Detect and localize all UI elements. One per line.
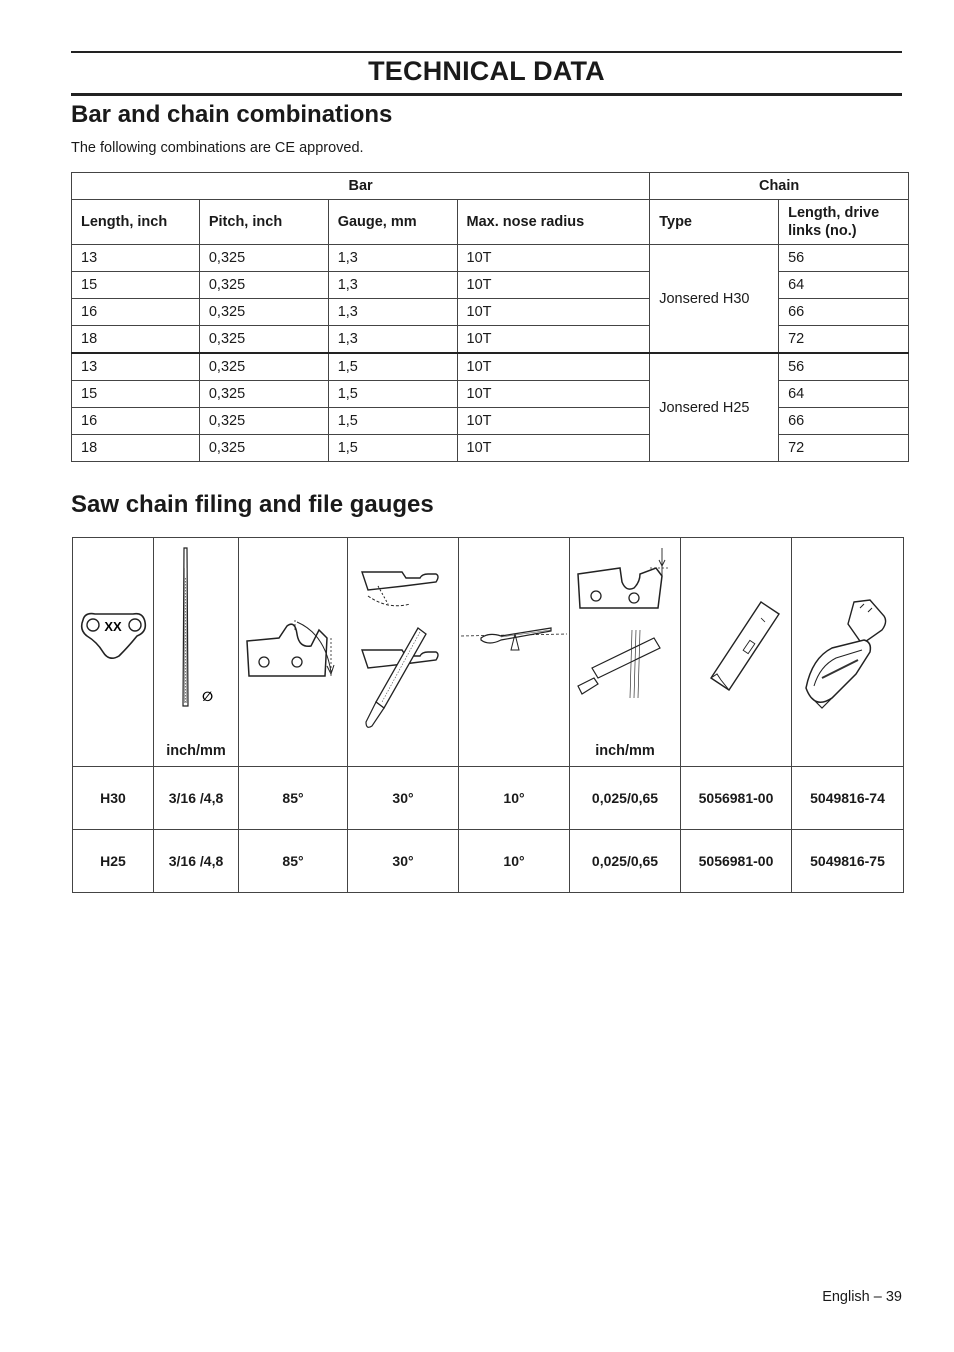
section-title-filing: Saw chain filing and file gauges: [71, 491, 434, 518]
chain-tooth-icon: [73, 538, 153, 758]
file-guide-illustration: [792, 538, 904, 767]
chain-type-cell: Jonsered H30: [650, 245, 779, 354]
cell: 1,3: [328, 299, 457, 326]
cell: 3/16 /4,8: [154, 830, 239, 893]
cell: 10T: [457, 245, 650, 272]
cell: 10T: [457, 408, 650, 435]
bar-chain-table: [71, 172, 909, 462]
table-row: [72, 353, 909, 381]
file-holder-icon: [459, 538, 569, 758]
cell: 10T: [457, 326, 650, 354]
cell: 16: [72, 299, 200, 326]
table-row: [73, 830, 904, 893]
cell: 0,325: [199, 353, 328, 381]
cell: 30°: [348, 830, 459, 893]
top-plate-angle-illustration: [239, 538, 348, 767]
cell: 1,3: [328, 326, 457, 354]
cell: 72: [779, 435, 909, 462]
group-header-chain: Chain: [650, 173, 909, 200]
cell: 56: [779, 245, 909, 272]
intro-text: The following combinations are CE approved.: [71, 140, 364, 156]
cell: 10T: [457, 299, 650, 326]
filing-angle-illustration: [348, 538, 459, 767]
cell: 13: [72, 245, 200, 272]
round-file-icon: [154, 538, 238, 718]
flat-gauge-icon: [681, 538, 791, 758]
cell: 1,5: [328, 435, 457, 462]
page-footer: English – 39: [822, 1289, 902, 1305]
cell: 72: [779, 326, 909, 354]
cell: 18: [72, 326, 200, 354]
top-rule: [71, 51, 902, 53]
cell: 0,325: [199, 245, 328, 272]
file-illustration: [154, 538, 239, 767]
cell: 10T: [457, 381, 650, 408]
cell: 0,325: [199, 299, 328, 326]
file-unit-label: inch/mm: [166, 743, 226, 759]
cell: 85°: [239, 767, 348, 830]
col-header: Length, drive links (no.): [779, 200, 909, 245]
cell: 18: [72, 435, 200, 462]
cell: 1,3: [328, 245, 457, 272]
cell: 0,025/0,65: [570, 767, 681, 830]
file-guide-icon: [792, 538, 903, 758]
cell: 5049816-74: [792, 767, 904, 830]
cell: 0,325: [199, 435, 328, 462]
cell: 15: [72, 381, 200, 408]
cell: H30: [73, 767, 154, 830]
filing-angle-icon: [348, 538, 458, 758]
cell: 15: [72, 272, 200, 299]
cutter-angle-icon: [239, 538, 347, 758]
cell: 0,325: [199, 408, 328, 435]
cell: 5056981-00: [681, 830, 792, 893]
col-header: Length, inch: [72, 200, 200, 245]
cell: 0,325: [199, 272, 328, 299]
cell: 13: [72, 353, 200, 381]
col-header: Type: [650, 200, 779, 245]
cell: H25: [73, 830, 154, 893]
table-row: [72, 272, 909, 299]
file-gauge-table: [72, 537, 904, 893]
cell: 10°: [459, 830, 570, 893]
chain-type-illustration: [73, 538, 154, 767]
diameter-symbol: ∅: [202, 690, 214, 705]
table-row: [72, 381, 909, 408]
cell: 1,5: [328, 353, 457, 381]
col-header: Pitch, inch: [199, 200, 328, 245]
cell: 10T: [457, 435, 650, 462]
cell: 3/16 /4,8: [154, 767, 239, 830]
section-title-bar-chain: Bar and chain combinations: [71, 101, 393, 128]
col-header: Max. nose radius: [457, 200, 650, 245]
table-row: [72, 245, 909, 272]
cell: 1,5: [328, 408, 457, 435]
cell: 66: [779, 408, 909, 435]
cell: 30°: [348, 767, 459, 830]
cell: 85°: [239, 830, 348, 893]
cell: 10T: [457, 353, 650, 381]
file-holder-illustration: [459, 538, 570, 767]
table-row: [72, 326, 909, 354]
group-header-bar: Bar: [72, 173, 650, 200]
table-row: [72, 299, 909, 326]
cell: 5049816-75: [792, 830, 904, 893]
cell: 1,5: [328, 381, 457, 408]
depth-gauge-illustration: [570, 538, 681, 767]
cell: 64: [779, 272, 909, 299]
table-row: [72, 408, 909, 435]
table-row: [73, 767, 904, 830]
chain-type-cell: Jonsered H25: [650, 353, 779, 462]
table-row: [72, 435, 909, 462]
cell: 0,325: [199, 381, 328, 408]
cell: 1,3: [328, 272, 457, 299]
cell: 64: [779, 381, 909, 408]
cell: 56: [779, 353, 909, 381]
xx-label: XX: [104, 619, 122, 634]
cell: 0,325: [199, 326, 328, 354]
cell: 16: [72, 408, 200, 435]
depth-gauge-icon: [570, 538, 680, 718]
depth-unit-label: inch/mm: [595, 743, 655, 759]
title-underline: [71, 93, 902, 96]
cell: 0,025/0,65: [570, 830, 681, 893]
page-title: TECHNICAL DATA: [368, 56, 605, 86]
depth-gauge-tool-illustration: [681, 538, 792, 767]
cell: 10T: [457, 272, 650, 299]
cell: 5056981-00: [681, 767, 792, 830]
col-header: Gauge, mm: [328, 200, 457, 245]
cell: 66: [779, 299, 909, 326]
cell: 10°: [459, 767, 570, 830]
